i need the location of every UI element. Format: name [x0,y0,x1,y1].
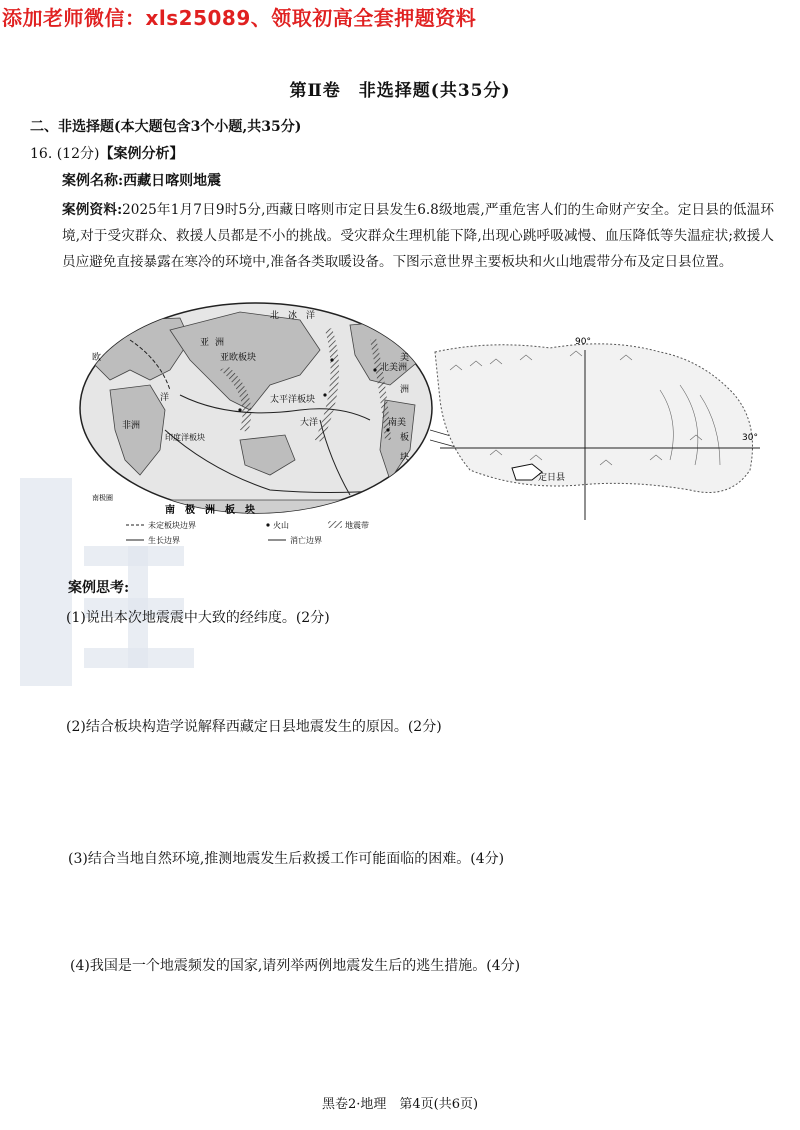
section-title: 第Ⅱ卷 非选择题(共35分) [289,81,511,101]
page-footer: 黑卷2·地理 第4页(共6页) [321,1097,479,1112]
volcano-marker [373,368,376,371]
case-material-label: 案例资料: [62,202,123,218]
legend-volcano-dot [266,523,269,526]
meridian-label: 90° [575,337,591,347]
dingri-county-label: 定日县 [538,473,566,483]
label-pacific-plate: 太平洋板块 [270,395,316,405]
label-mei-char: 美 [400,353,410,363]
legend-uncertain: 未定板块边界 [148,521,196,530]
volcano-marker [330,358,333,361]
label-north-america: 北美洲 [380,363,408,373]
label-plate-char: 板 [400,433,410,443]
case-think-label: 案例思考: [68,580,130,596]
part-heading: 二、非选择题(本大题包含3个小题,共35分) [30,119,302,135]
sub-question-4: (4)我国是一个地震频发的国家,请列举两例地震发生后的逃生措施。(4分) [70,958,521,974]
question-header [30,143,183,163]
label-indian-ocean-plate: 印度洋板块 [165,433,205,442]
case-material-text: 2025年1月7日9时5分,西藏日喀则市定日县发生6.8级地震,严重危害人们的生命财产安全。定日县的低温环境,对于受灾群众、救援人员都是不小的挑战。受灾群众生理机能下降,出现心跳呼吸减慢、血压降低等失温症状;救援人员应避免直接暴露在寒冷的环境中,准备各类取暖设备。下图示意世界主要板块和火山地震带分布及定日县位置。 [62,202,774,270]
label-arctic: 北 冰 洋 [270,311,316,321]
question-number: 16. [30,146,53,162]
legend-seismic-swatch [328,521,342,528]
label-antarctic-circle: 南极圈 [92,494,113,502]
plateau-outline [435,344,753,493]
label-block-char: 块 [400,453,410,463]
legend-subduction: 消亡边界 [290,536,322,545]
label-zhou-char-2: 洲 [400,385,410,395]
volcano-marker [323,393,326,396]
sub-question-1: (1)说出本次地震震中大致的经纬度。(2分) [66,610,330,626]
label-asia-char: 亚 [200,338,210,348]
label-eurasian-plate: 亚欧板块 [220,353,257,363]
legend-seismic-belt: 地震带 [345,521,369,530]
label-antarctic-plate: 南 极 洲 板 块 [165,505,255,516]
label-europe: 欧 [92,353,102,363]
label-south-america: 南美 [388,418,407,428]
parallel-label: 30° [742,433,758,443]
label-pacific-ocean: 大洋 [300,418,319,428]
sub-question-2: (2)结合板块构造学说解释西藏定日县地震发生的原因。(2分) [66,719,442,735]
case-material [62,197,774,275]
question-type: 【案例分析】 [99,146,184,162]
label-zhou-char: 洲 [215,338,225,348]
label-atlantic: 洋 [160,393,170,403]
question-points: (12分) [56,146,100,162]
volcano-marker [238,408,241,411]
label-africa: 非洲 [122,421,141,431]
watermark-banner: 添加老师微信：xls25089、领取初高全套押题资料 [2,6,477,30]
case-name: 案例名称:西藏日喀则地震 [62,173,222,189]
legend-growth: 生长边界 [148,536,180,545]
tibet-region-map [430,330,790,530]
volcano-marker [386,428,389,431]
sub-question-3: (3)结合当地自然环境,推测地震发生后救援工作可能面临的困难。(4分) [68,851,505,867]
legend-volcano: 火山 [273,521,289,530]
